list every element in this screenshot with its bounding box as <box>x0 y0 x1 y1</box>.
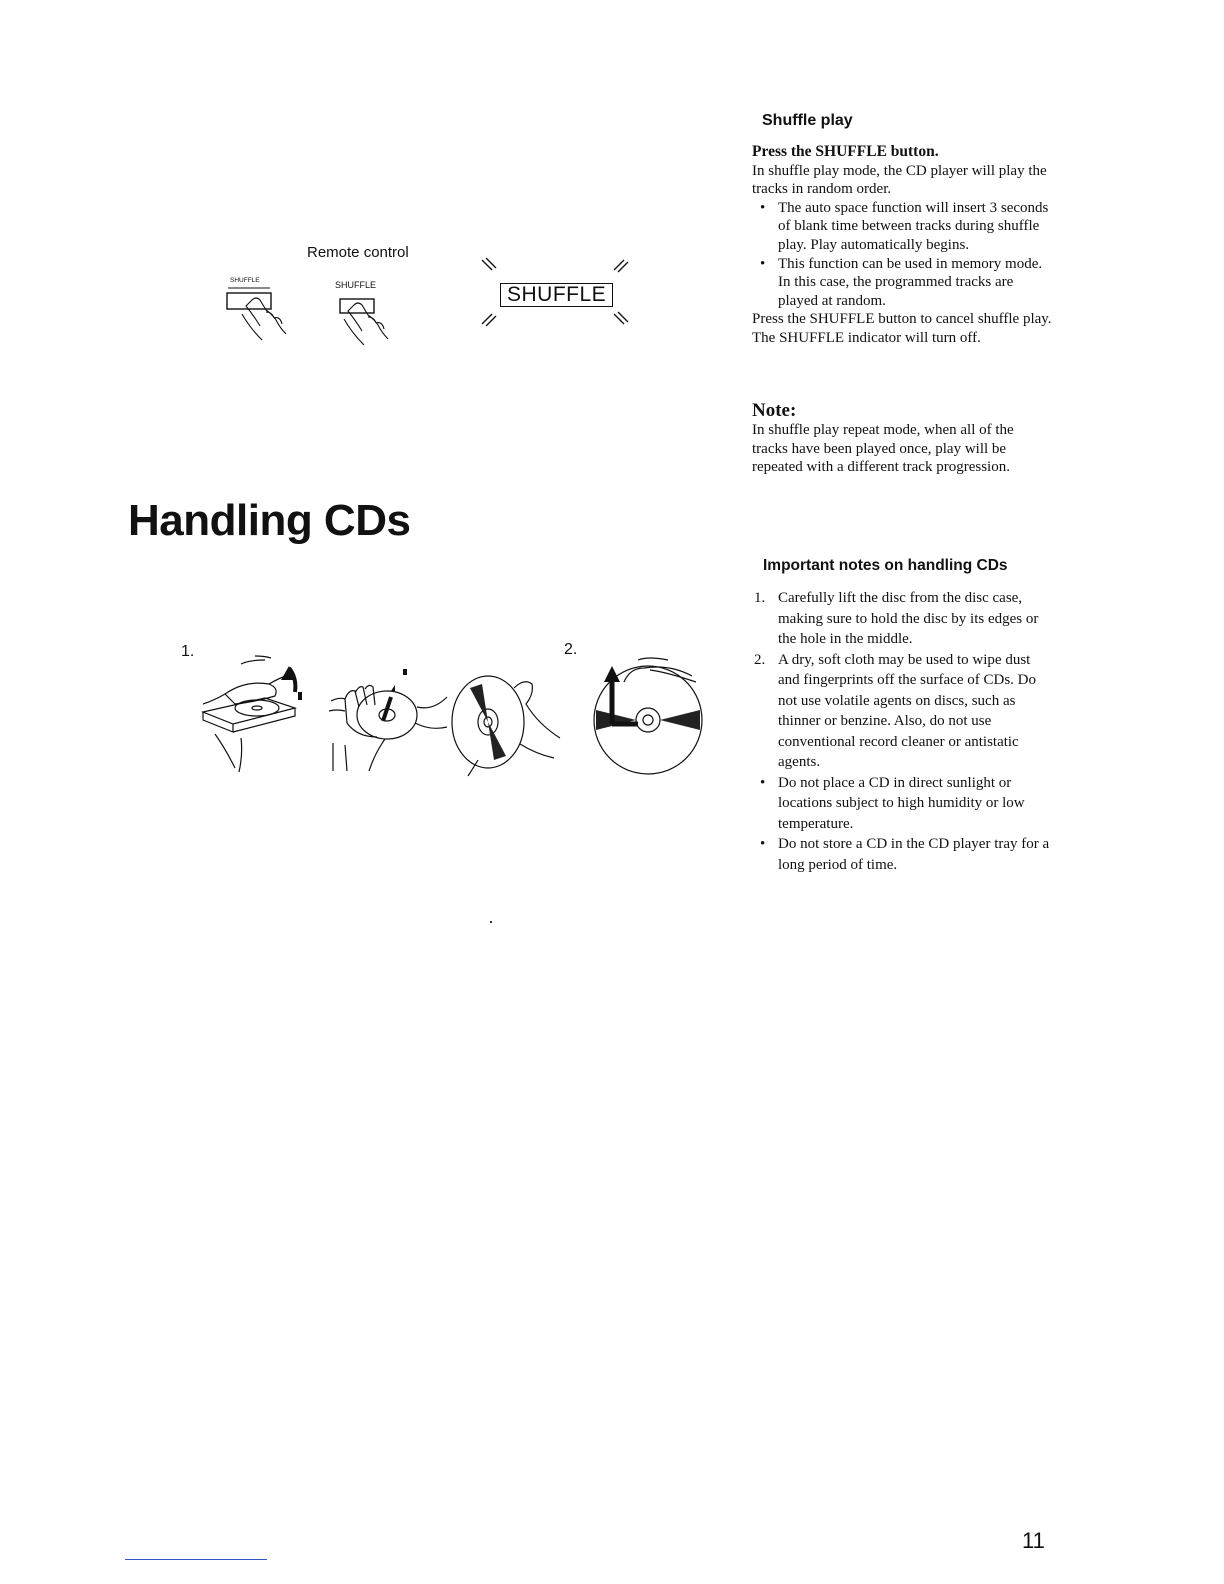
list-item: • The auto space function will insert 3 seconds of blank time between tracks during shuffle play. Play automatically begins. <box>752 199 1052 255</box>
notes-heading: Important notes on handling CDs <box>763 557 1008 574</box>
list-item: • Do not store a CD in the CD player tray for a long period of time. <box>752 834 1052 875</box>
step-2-label: 2. <box>564 641 578 658</box>
shuffle-heading: Shuffle play <box>762 112 853 129</box>
footer-rule <box>125 1559 267 1560</box>
list-item: • This function can be used in memory mode. In this case, the programmed tracks are played at random. <box>752 255 1052 311</box>
shuffle-indicator: SHUFFLE <box>500 283 613 307</box>
remote-control-label: Remote control <box>307 244 409 261</box>
remote-shuffle-button-icon <box>330 295 410 351</box>
disc-hold-illustration-icon <box>448 662 568 777</box>
page-number: 11 <box>1022 1528 1045 1553</box>
shuffle-lead: Press the SHUFFLE button. <box>752 143 939 160</box>
list-item: 2. A dry, soft cloth may be used to wipe dust and fingerprints off the surface of CDs. Do not use volatile agents on discs, such as thinner or benzine. Also, do not use conventional record cleaner or antistatic agents. <box>754 651 1036 770</box>
shuffle-cancel: Press the SHUFFLE button to cancel shuffle play. The SHUFFLE indicator will turn off. <box>752 311 1052 346</box>
unit-shuffle-button-icon <box>222 286 312 348</box>
numbered-list <box>752 588 1052 773</box>
speck <box>490 921 492 923</box>
disc-case-illustration-icon <box>195 650 320 775</box>
shuffle-intro: In shuffle play mode, the CD player will play the tracks in random order. <box>752 162 1047 198</box>
list-item: 1. Carefully lift the disc from the disc case, making sure to hold the disc by its edges or the hole in the middle. <box>754 590 1039 647</box>
shuffle-section <box>752 143 1052 348</box>
remote-shuffle-label: SHUFFLE <box>335 280 377 290</box>
disc-remove-illustration-icon <box>325 665 450 775</box>
page-title: Handling CDs <box>128 496 411 545</box>
note-text: In shuffle play repeat mode, when all of the tracks have been played once, play will be repeated with a different track progression. <box>752 422 1014 476</box>
handling-notes <box>752 588 1052 875</box>
unit-shuffle-label: SHUFFLE <box>230 277 260 284</box>
handling-bullets <box>752 773 1052 876</box>
list-item: • Do not place a CD in direct sunlight or locations subject to high humidity or low temperature. <box>752 773 1052 835</box>
disc-wipe-illustration-icon <box>588 650 708 775</box>
note-title: Note: <box>752 400 797 421</box>
step-1-label: 1. <box>181 643 195 660</box>
shuffle-bullets <box>752 199 1052 311</box>
